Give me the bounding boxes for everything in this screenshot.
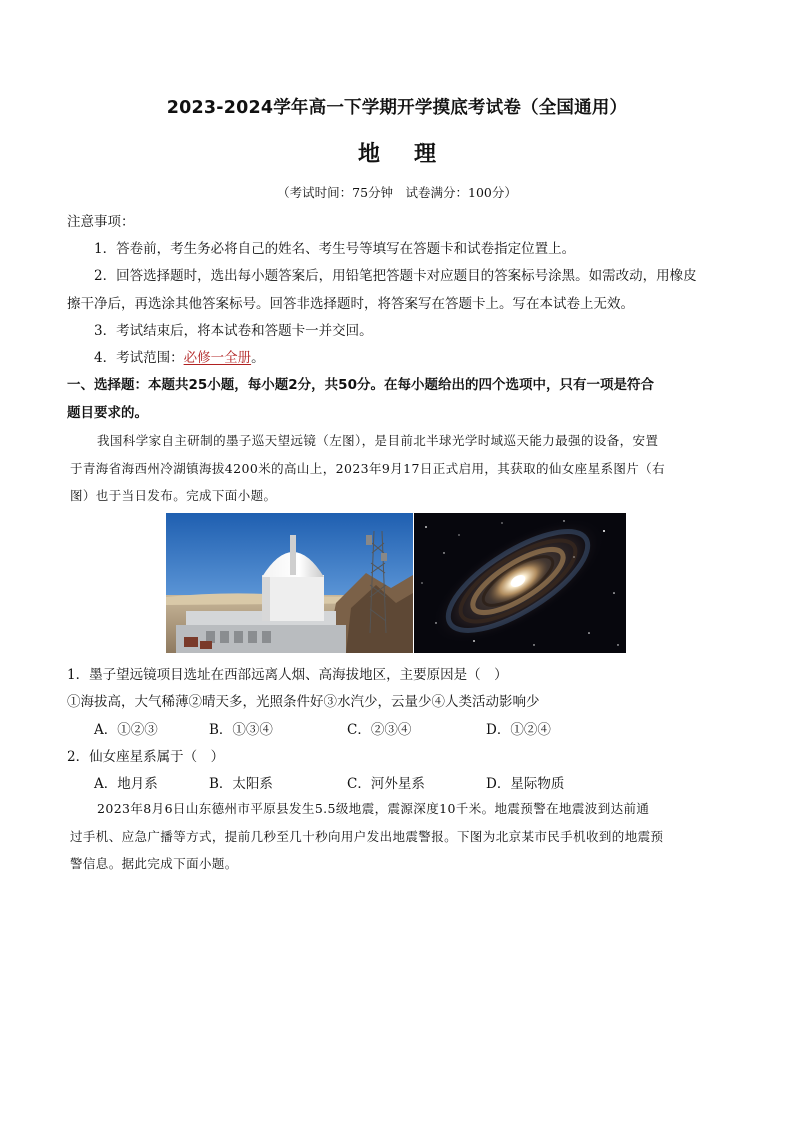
note-item-2-line-2: 擦干净后，再选涂其他答案标号。回答非选择题时，将答案写在答题卡上。写在本试卷上无效。 (67, 296, 634, 312)
question-1-stem: 1．墨子望远镜项目选址在西部远离人烟、高海拔地区，主要原因是（ ） (67, 667, 508, 683)
question-1-option-b[interactable]: B．①③④ (209, 722, 273, 738)
passage-2-line-1: 2023年8月6日山东德州市平原县发生5.5级地震，震源深度10千米。地震预警在地震波到达前通 (97, 801, 650, 816)
question-2-option-b[interactable]: B．太阳系 (209, 776, 273, 792)
question-1-option-c[interactable]: C．②③④ (347, 722, 412, 738)
passage-1-line-3: 图）也于当日发布。完成下面小题。 (70, 488, 277, 503)
telescope-photo (166, 513, 413, 653)
note-item-4 (94, 346, 265, 366)
subject-char-1: 地 (357, 142, 380, 167)
notes-heading: 注意事项： (67, 214, 135, 230)
andromeda-galaxy-photo (414, 513, 626, 653)
question-2-option-a[interactable]: A．地月系 (94, 776, 158, 792)
question-2-option-d[interactable]: D．星际物质 (486, 776, 565, 792)
passage-1-line-1: 我国科学家自主研制的墨子巡天望远镜（左图），是目前北半球光学时域巡天能力最强的设备，安置 (97, 433, 659, 448)
question-1-option-d[interactable]: D．①②④ (486, 722, 551, 738)
exam-scope-link[interactable]: 必修一全册 (183, 350, 252, 366)
note-item-4-prefix: 4．考试范围： (94, 350, 184, 366)
section-1-heading-line-2: 题目要求的。 (67, 405, 148, 421)
note-item-1: 1．答卷前，考生务必将自己的姓名、考生号等填写在答题卡和试卷指定位置上。 (94, 241, 576, 257)
note-item-4-suffix: 。 (251, 350, 265, 366)
passage-2-line-3: 警信息。据此完成下面小题。 (70, 856, 238, 871)
question-2-stem: 2．仙女座星系属于（ ） (67, 749, 225, 765)
section-1-heading-line-1: 一、选择题：本题共25小题，每小题2分，共50分。在每小题给出的四个选项中，只有一项是符合 (67, 377, 654, 393)
exam-title: 2023-2024学年高一下学期开学摸底考试卷（全国通用） (166, 98, 628, 118)
note-item-3: 3．考试结束后，将本试卷和答题卡一并交回。 (94, 323, 373, 339)
subject-heading (0, 137, 794, 168)
exam-info: （考试时间：75分钟 试卷满分：100分） (277, 185, 517, 200)
subject-char-2: 理 (414, 142, 437, 167)
question-1-option-a[interactable]: A．①②③ (94, 722, 158, 738)
passage-1-line-2: 于青海省海西州冷湖镇海拔4200米的高山上，2023年9月17日正式启用，其获取的仙女座星系图片（右 (70, 461, 665, 476)
question-2-option-c[interactable]: C．河外星系 (347, 776, 425, 792)
passage-2-line-2: 过手机、应急广播等方式，提前几秒至几十秒向用户发出地震警报。下图为北京某市民手机收到的地震预 (70, 829, 664, 844)
note-item-2-line-1: 2．回答选择题时，选出每小题答案后，用铅笔把答题卡对应题目的答案标号涂黑。如需改动，用橡皮 (94, 268, 697, 284)
question-1-statements: ①海拔高，大气稀薄②晴天多，光照条件好③水汽少，云量少④人类活动影响少 (67, 694, 540, 710)
